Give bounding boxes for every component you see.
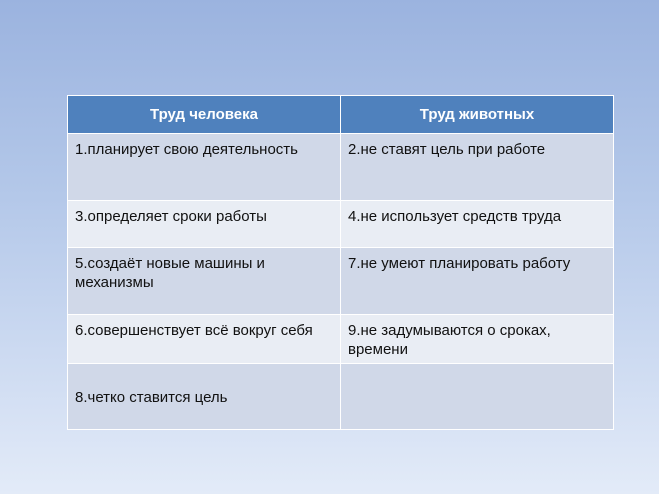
table-cell: 3.определяет сроки работы [68, 201, 341, 248]
table-cell: 8.четко ставится цель [68, 364, 341, 430]
table-cell: 4.не использует средств труда [341, 201, 614, 248]
table-cell: 9.не задумываются о сроках, времени [341, 315, 614, 364]
table-cell: 2.не ставят цель при работе [341, 134, 614, 201]
comparison-table [67, 95, 614, 430]
table-cell-empty [341, 364, 614, 430]
table-header-row [68, 96, 614, 134]
header-animal-labor: Труд животных [341, 96, 614, 134]
table-cell: 6.совершенствует всё вокруг себя [68, 315, 341, 364]
table-row [68, 248, 614, 315]
table-cell: 5.создаёт новые машины и механизмы [68, 248, 341, 315]
table-row [68, 315, 614, 364]
table-cell: 7.не умеют планировать работу [341, 248, 614, 315]
table-row [68, 364, 614, 430]
header-human-labor: Труд человека [68, 96, 341, 134]
table-cell: 1.планирует свою деятельность [68, 134, 341, 201]
table-row [68, 201, 614, 248]
table-row [68, 134, 614, 201]
